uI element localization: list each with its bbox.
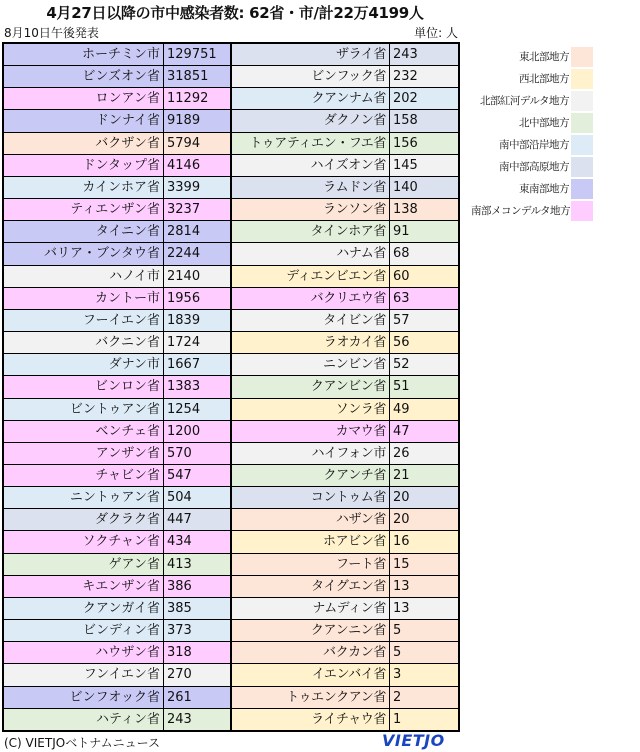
legend-item [471, 90, 596, 112]
case-count: 373 [164, 620, 230, 641]
case-count: 447 [164, 509, 230, 530]
case-count: 52 [390, 354, 458, 375]
legend-label: 北部紅河デルタ地方 [479, 95, 569, 107]
table-row [232, 709, 458, 730]
legend-swatch [571, 157, 593, 177]
table-row [232, 509, 458, 531]
province-name: クアンニン省 [232, 620, 390, 641]
province-name: ニンビン省 [232, 354, 390, 375]
table-row [4, 443, 230, 465]
table-row [4, 354, 230, 376]
case-count: 2814 [164, 221, 230, 242]
legend-label: 東南部地方 [519, 183, 569, 195]
table-row [232, 576, 458, 598]
province-name: ビンフオック省 [4, 687, 164, 708]
case-count: 9189 [164, 110, 230, 131]
province-name: ドンナイ省 [4, 110, 164, 131]
province-name: トゥエンクアン省 [232, 687, 390, 708]
province-name: バリア・ブンタウ省 [4, 243, 164, 264]
table-row [232, 310, 458, 332]
case-count: 2140 [164, 266, 230, 287]
table-row [4, 110, 230, 132]
left-column [4, 44, 232, 730]
table-row [232, 88, 458, 110]
case-count: 4146 [164, 155, 230, 176]
province-name: カインホア省 [4, 177, 164, 198]
table-row [4, 66, 230, 88]
table-row [232, 288, 458, 310]
case-count: 138 [390, 199, 458, 220]
legend-label: 南部メコンデルタ地方 [471, 205, 571, 217]
table-row [232, 465, 458, 487]
table-row [232, 110, 458, 132]
province-name: ビンロン省 [4, 376, 164, 397]
case-count: 51 [390, 376, 458, 397]
table-row [4, 177, 230, 199]
table-row [4, 376, 230, 398]
case-count: 434 [164, 531, 230, 552]
case-count: 16 [390, 531, 458, 552]
table-row [232, 354, 458, 376]
case-count: 1724 [164, 332, 230, 353]
table-row [232, 664, 458, 686]
province-name: ハイフォン市 [232, 443, 390, 464]
province-name: ハティン省 [4, 709, 164, 730]
province-name: ナムディン省 [232, 598, 390, 619]
legend-item [471, 112, 596, 134]
table-row [4, 332, 230, 354]
case-count: 56 [390, 332, 458, 353]
table-row [232, 487, 458, 509]
province-name: ハナム省 [232, 243, 390, 264]
case-count-table [2, 42, 460, 732]
case-count: 68 [390, 243, 458, 264]
case-count: 145 [390, 155, 458, 176]
case-count: 11292 [164, 88, 230, 109]
case-count: 1667 [164, 354, 230, 375]
province-name: タインホア省 [232, 221, 390, 242]
case-count: 5 [390, 642, 458, 663]
legend-label: 南中部沿岸地方 [499, 139, 569, 151]
table-row [232, 598, 458, 620]
table-row [232, 554, 458, 576]
table-row [4, 88, 230, 110]
province-name: ソクチャン省 [4, 531, 164, 552]
legend-item [471, 178, 596, 200]
province-name: タイニン省 [4, 221, 164, 242]
case-count: 261 [164, 687, 230, 708]
province-name: フーイエン省 [4, 310, 164, 331]
table-row [4, 687, 230, 709]
province-name: アンザン省 [4, 443, 164, 464]
case-count: 202 [390, 88, 458, 109]
case-count: 504 [164, 487, 230, 508]
case-count: 15 [390, 554, 458, 575]
case-count: 1839 [164, 310, 230, 331]
case-count: 47 [390, 421, 458, 442]
province-name: ラオカイ省 [232, 332, 390, 353]
table-row [232, 243, 458, 265]
case-count: 49 [390, 399, 458, 420]
table-row [232, 642, 458, 664]
table-row [232, 155, 458, 177]
case-count: 60 [390, 266, 458, 287]
table-row [232, 177, 458, 199]
province-name: チャビン省 [4, 465, 164, 486]
region-legend [471, 46, 596, 222]
table-row [4, 664, 230, 686]
province-name: ダクノン省 [232, 110, 390, 131]
table-row [4, 576, 230, 598]
province-name: ハノイ市 [4, 266, 164, 287]
case-count: 232 [390, 66, 458, 87]
legend-swatch [571, 113, 593, 133]
case-count: 2244 [164, 243, 230, 264]
table-row [4, 598, 230, 620]
province-name: イエンバイ省 [232, 664, 390, 685]
case-count: 1 [390, 709, 458, 730]
legend-swatch [571, 91, 593, 111]
table-row [232, 421, 458, 443]
legend-item [471, 46, 596, 68]
case-count: 2 [390, 687, 458, 708]
table-row [232, 199, 458, 221]
table-row [232, 332, 458, 354]
legend-swatch [571, 47, 593, 67]
case-count: 140 [390, 177, 458, 198]
province-name: ティエンザン省 [4, 199, 164, 220]
unit-label: 単位: 人 [414, 26, 458, 40]
case-count: 3399 [164, 177, 230, 198]
province-name: ビントゥアン省 [4, 399, 164, 420]
copyright-footer: (C) VIETJOベトナムニュース [4, 736, 161, 750]
province-name: ロンアン省 [4, 88, 164, 109]
province-name: フンイエン省 [4, 664, 164, 685]
case-count: 5794 [164, 133, 230, 154]
province-name: コントゥム省 [232, 487, 390, 508]
table-row [232, 687, 458, 709]
province-name: ディエンビエン省 [232, 266, 390, 287]
table-row [4, 243, 230, 265]
province-name: ゲアン省 [4, 554, 164, 575]
case-count: 413 [164, 554, 230, 575]
province-name: フート省 [232, 554, 390, 575]
table-row [232, 620, 458, 642]
province-name: クアンチ省 [232, 465, 390, 486]
province-name: バクリエウ省 [232, 288, 390, 309]
province-name: タイビン省 [232, 310, 390, 331]
legend-label: 東北部地方 [519, 51, 569, 63]
case-count: 158 [390, 110, 458, 131]
table-row [4, 266, 230, 288]
table-row [4, 487, 230, 509]
province-name: キエンザン省 [4, 576, 164, 597]
case-count: 270 [164, 664, 230, 685]
legend-item [471, 68, 596, 90]
table-row [232, 66, 458, 88]
table-row [4, 465, 230, 487]
province-name: ニントゥアン省 [4, 487, 164, 508]
case-count: 385 [164, 598, 230, 619]
legend-swatch [571, 135, 593, 155]
case-count: 13 [390, 598, 458, 619]
province-name: ダナン市 [4, 354, 164, 375]
case-count: 129751 [164, 44, 230, 65]
table-row [4, 199, 230, 221]
province-name: ランソン省 [232, 199, 390, 220]
province-name: バクカン省 [232, 642, 390, 663]
case-count: 318 [164, 642, 230, 663]
province-name: トゥアティエン・フエ省 [232, 133, 390, 154]
case-count: 1254 [164, 399, 230, 420]
case-count: 243 [390, 44, 458, 65]
province-name: ハザン省 [232, 509, 390, 530]
case-count: 26 [390, 443, 458, 464]
case-count: 243 [164, 709, 230, 730]
legend-item [471, 200, 596, 222]
province-name: ハイズオン省 [232, 155, 390, 176]
table-row [4, 509, 230, 531]
case-count: 3 [390, 664, 458, 685]
vietjo-logo: VIETJO [382, 731, 445, 750]
table-row [4, 642, 230, 664]
legend-item [471, 156, 596, 178]
announcement-date: 8月10日午後発表 [4, 26, 99, 40]
table-row [232, 266, 458, 288]
province-name: タイグエン省 [232, 576, 390, 597]
province-name: カマウ省 [232, 421, 390, 442]
province-name: ラムドン省 [232, 177, 390, 198]
legend-label: 西北部地方 [519, 73, 569, 85]
case-count: 91 [390, 221, 458, 242]
province-name: バクニン省 [4, 332, 164, 353]
table-row [4, 709, 230, 730]
case-count: 20 [390, 487, 458, 508]
province-name: ビンフック省 [232, 66, 390, 87]
table-row [4, 421, 230, 443]
province-name: ドンタップ省 [4, 155, 164, 176]
province-name: カントー市 [4, 288, 164, 309]
table-row [232, 399, 458, 421]
case-count: 63 [390, 288, 458, 309]
case-count: 5 [390, 620, 458, 641]
page-title: 4月27日以降の市中感染者数: 62省・市/計22万4199人 [46, 4, 424, 22]
province-name: ベンチェ省 [4, 421, 164, 442]
case-count: 570 [164, 443, 230, 464]
province-name: ハウザン省 [4, 642, 164, 663]
province-name: クアンビン省 [232, 376, 390, 397]
case-count: 1956 [164, 288, 230, 309]
table-row [4, 288, 230, 310]
case-count: 386 [164, 576, 230, 597]
province-name: クアンガイ省 [4, 598, 164, 619]
legend-label: 北中部地方 [519, 117, 569, 129]
province-name: ビンディン省 [4, 620, 164, 641]
case-count: 3237 [164, 199, 230, 220]
province-name: ダクラク省 [4, 509, 164, 530]
legend-label: 南中部高原地方 [499, 161, 569, 173]
province-name: ザライ省 [232, 44, 390, 65]
province-name: ソンラ省 [232, 399, 390, 420]
table-row [4, 531, 230, 553]
case-count: 57 [390, 310, 458, 331]
case-count: 156 [390, 133, 458, 154]
table-row [232, 44, 458, 66]
case-count: 20 [390, 509, 458, 530]
legend-swatch [571, 69, 593, 89]
table-row [4, 155, 230, 177]
legend-swatch [571, 179, 593, 199]
table-row [4, 44, 230, 66]
table-row [232, 133, 458, 155]
case-count: 1383 [164, 376, 230, 397]
table-row [4, 620, 230, 642]
province-name: ホーチミン市 [4, 44, 164, 65]
table-row [232, 376, 458, 398]
table-row [232, 443, 458, 465]
table-row [4, 554, 230, 576]
table-row [4, 310, 230, 332]
table-row [4, 133, 230, 155]
table-row [4, 399, 230, 421]
right-column [232, 44, 458, 730]
table-row [232, 531, 458, 553]
case-count: 13 [390, 576, 458, 597]
province-name: クアンナム省 [232, 88, 390, 109]
province-name: バクザン省 [4, 133, 164, 154]
province-name: ライチャウ省 [232, 709, 390, 730]
legend-swatch [571, 201, 593, 221]
province-name: ホアビン省 [232, 531, 390, 552]
case-count: 31851 [164, 66, 230, 87]
table-row [4, 221, 230, 243]
case-count: 21 [390, 465, 458, 486]
province-name: ビンズオン省 [4, 66, 164, 87]
case-count: 547 [164, 465, 230, 486]
legend-item [471, 134, 596, 156]
table-row [232, 221, 458, 243]
case-count: 1200 [164, 421, 230, 442]
